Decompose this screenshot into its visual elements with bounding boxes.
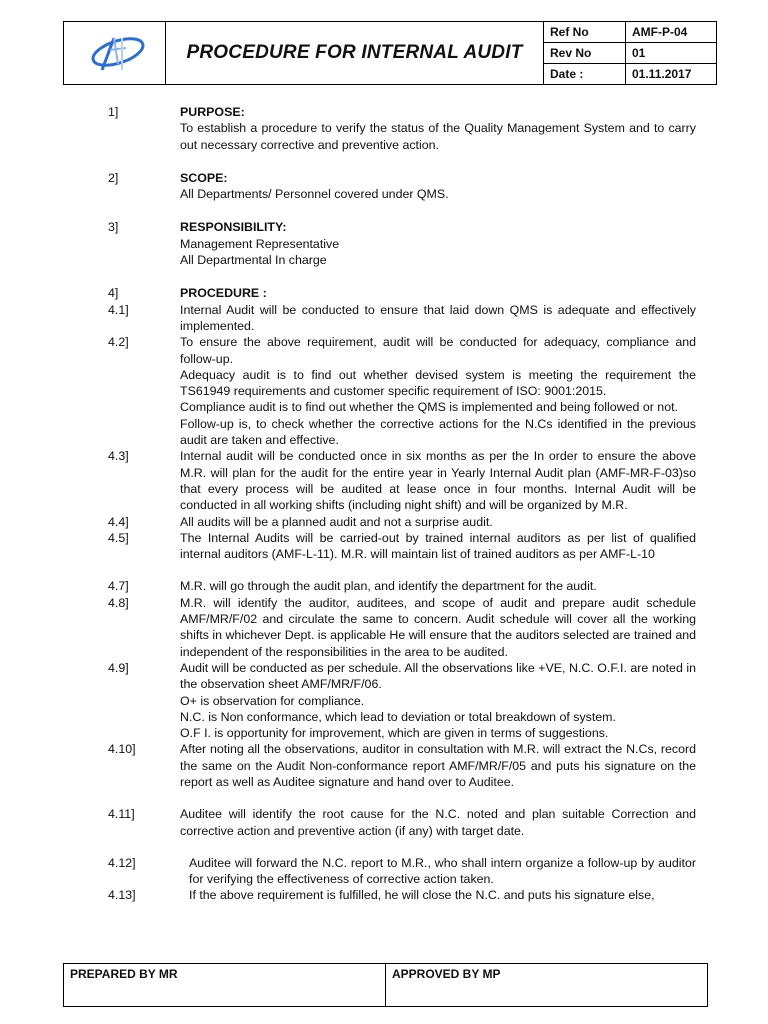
item-line: To ensure the above requirement, audit will be conducted for adequacy, compliance and follow-up. xyxy=(180,335,696,366)
section-number: 2] xyxy=(108,170,119,185)
meta-row-ref xyxy=(544,22,716,43)
item-text: All audits will be a planned audit and not a surprise audit. xyxy=(180,514,493,529)
approved-by-cell: APPROVED BY MP xyxy=(392,967,501,981)
title-cell xyxy=(166,22,544,84)
item-number: 4.9] xyxy=(108,660,129,675)
item-line: Audit will be conducted as per schedule. All the observations like +VE, N.C. O.F.I. are noted in the observation sheet AMF/MR/F/06. xyxy=(180,660,696,692)
document-header xyxy=(63,21,717,85)
item-number: 4.1] xyxy=(108,302,129,317)
procedure-item xyxy=(0,806,768,839)
item-text: M.R. will go through the audit plan, and identify the department for the audit. xyxy=(180,579,597,594)
item-line: Compliance audit is to find out whether the QMS is implemented and being followed or not. xyxy=(180,400,678,415)
item-number: 4.2] xyxy=(108,335,129,350)
item-number: 4.11] xyxy=(108,807,135,822)
item-number: 4.8] xyxy=(108,595,129,610)
procedure-item xyxy=(0,855,768,888)
item-text: M.R. will identify the auditor, auditees, and scope of audit and prepare audit schedule AMF/MR/F/02 and circulate the same to concern. Audit schedule will cover all the working shifts in whichever Dept. is applicable He will ensure that the auditors selected are trained and independent of the responsibilities in the area to be audited. xyxy=(180,595,696,659)
logo-cell xyxy=(64,22,166,84)
section-number: 3] xyxy=(108,220,119,235)
item-number: 4.13] xyxy=(108,888,136,903)
procedure-item xyxy=(0,578,768,594)
section-heading: SCOPE: xyxy=(180,170,228,185)
item-text: If the above requirement is fulfilled, he will close the N.C. and puts his signature else, xyxy=(189,888,655,903)
document-title: PROCEDURE FOR INTERNAL AUDIT xyxy=(186,42,523,63)
procedure-item xyxy=(0,887,768,903)
meta-key: Date : xyxy=(544,64,626,84)
item-line: Adequacy audit is to find out whether devised system is meeting the requirement the TS61949 requirements and customer specific requirement of ISO: 9001:2015. xyxy=(180,367,696,399)
meta-key: Ref No xyxy=(544,22,626,42)
section-heading: RESPONSIBILITY: xyxy=(180,220,287,235)
section-purpose xyxy=(0,104,768,153)
meta-key: Rev No xyxy=(544,43,626,63)
section-line: All Departmental In charge xyxy=(180,253,327,268)
item-number: 4.7] xyxy=(108,579,129,594)
company-logo-icon xyxy=(80,30,150,76)
item-line: N.C. is Non conformance, which lead to deviation or total breakdown of system. xyxy=(180,709,616,724)
item-text: Internal audit will be conducted once in six months as per the In order to ensure the above M.R. will plan for the audit for the entire year in Yearly Internal Audit plan (AMF-MR-F-03)so that every process will be audited at lease once in four months. Internal Audit will be conducted in all working shifts (including night shift) and will be organized by M.R. xyxy=(180,449,696,513)
item-number: 4.4] xyxy=(108,514,129,529)
section-text: To establish a procedure to verify the status of the Quality Management System and to carry out necessary corrective and preventive action. xyxy=(180,121,696,152)
section-line: Management Representative xyxy=(180,236,340,251)
item-line: O.F I. is opportunity for improvement, which are given in terms of suggestions. xyxy=(180,726,609,741)
procedure-item xyxy=(0,302,768,335)
item-number: 4.12] xyxy=(108,855,136,870)
section-scope xyxy=(0,170,768,203)
procedure-item xyxy=(0,514,768,530)
meta-value: 01 xyxy=(632,46,646,60)
item-text: Auditee will forward the N.C. report to M.R., who shall intern organize a follow-up by auditor for verifying the effectiveness of corrective action taken. xyxy=(189,855,696,887)
item-text: The Internal Audits will be carried-out by trained internal auditors as per list of qualified internal auditors (AMF-L-11). M.R. will maintain list of trained auditors as per AMF-L-10 xyxy=(180,530,696,562)
item-line: Follow-up is, to check whether the corrective actions for the N.Cs identified in the previous audit are taken and effective. xyxy=(180,416,696,448)
section-heading: PURPOSE: xyxy=(180,105,245,119)
section-number: 4] xyxy=(108,286,119,301)
signature-footer xyxy=(63,963,708,1007)
document-body xyxy=(0,104,768,904)
section-heading: PROCEDURE : xyxy=(180,286,267,301)
meta-table xyxy=(544,22,716,84)
item-number: 4.5] xyxy=(108,530,129,545)
procedure-item xyxy=(0,660,768,741)
section-number: 1] xyxy=(108,105,119,119)
meta-value: AMF-P-04 xyxy=(632,25,688,39)
item-text: After noting all the observations, auditor in consultation with M.R. will extract the N.Cs, record the same on the Audit Non-conformance report AMF/MR/F/05 and puts his signature on the report as well as Auditee signature and hand over to Auditee. xyxy=(180,742,696,789)
section-text: All Departments/ Personnel covered under QMS. xyxy=(180,187,449,202)
meta-value: 01.11.2017 xyxy=(632,67,692,81)
item-text: Auditee will identify the root cause for the N.C. noted and plan suitable Correction and corrective action and preventive action (if any) with target date. xyxy=(180,807,696,838)
item-line: O+ is observation for compliance. xyxy=(180,693,365,708)
meta-row-date xyxy=(544,64,716,84)
item-number: 4.10] xyxy=(108,742,136,757)
section-procedure xyxy=(0,285,768,301)
section-responsibility xyxy=(0,219,768,268)
item-text: Internal Audit will be conducted to ensure that laid down QMS is adequate and effectively implemented. xyxy=(180,302,696,333)
meta-row-rev xyxy=(544,43,716,64)
procedure-item xyxy=(0,530,768,563)
procedure-item xyxy=(0,448,768,513)
item-number: 4.3] xyxy=(108,449,129,464)
procedure-item xyxy=(0,334,768,448)
procedure-item xyxy=(0,741,768,790)
procedure-item xyxy=(0,595,768,660)
prepared-by-cell: PREPARED BY MR xyxy=(64,964,386,1006)
